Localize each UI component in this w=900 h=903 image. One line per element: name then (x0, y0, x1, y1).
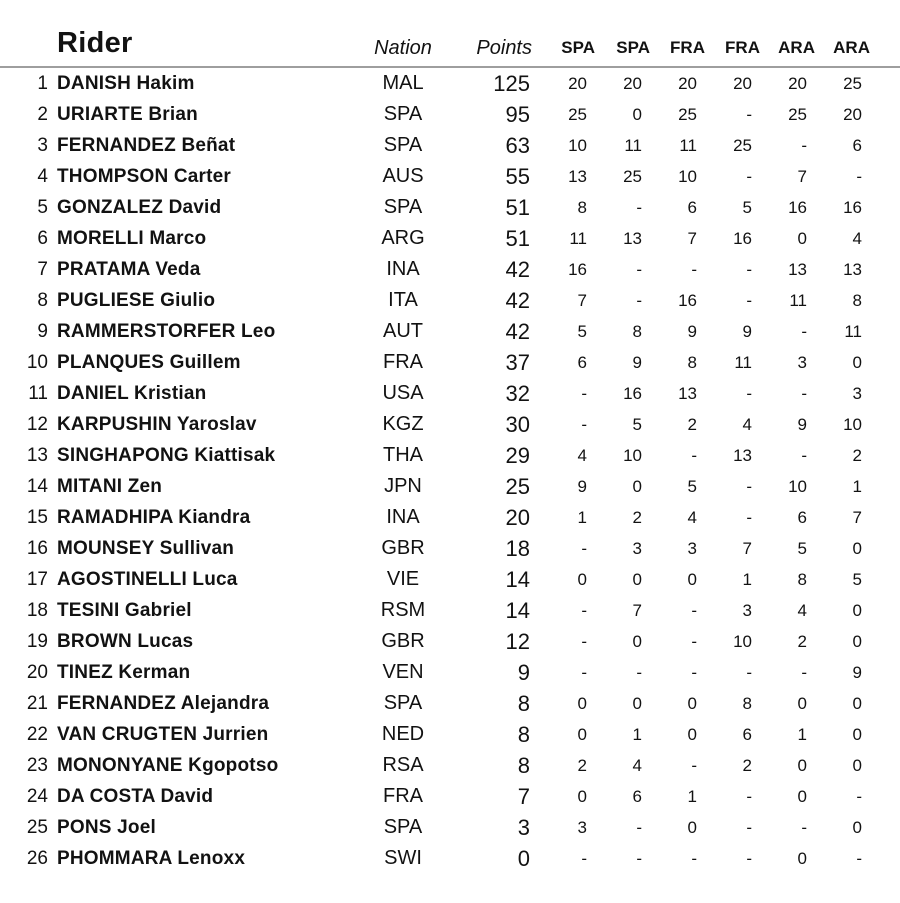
race-score: - (746, 383, 752, 403)
table-row (0, 471, 900, 502)
rider-name: MOUNSEY Sullivan (57, 537, 235, 559)
race-score: 8 (852, 290, 862, 310)
table-row (0, 564, 900, 595)
nation-code: ITA (388, 289, 418, 311)
nation-code: GBR (381, 630, 425, 652)
position-number: 24 (26, 785, 48, 807)
race-score: - (746, 848, 752, 868)
race-score: 20 (623, 73, 642, 93)
race-score: 3 (687, 538, 697, 558)
position-number: 5 (37, 196, 48, 218)
race-score: 4 (687, 507, 697, 527)
position-number: 18 (26, 599, 48, 621)
race-score: - (691, 662, 697, 682)
nation-code: KGZ (382, 413, 424, 435)
nation-code: FRA (383, 351, 423, 373)
race-score: - (581, 538, 587, 558)
race-score: 5 (577, 321, 587, 341)
race-score: 5 (797, 538, 807, 558)
race-score: 0 (797, 693, 807, 713)
race-score: 1 (742, 569, 752, 589)
race-score: 4 (852, 228, 862, 248)
race-score: 7 (577, 290, 587, 310)
rider-name: SINGHAPONG Kiattisak (57, 444, 276, 466)
race-score: 13 (843, 259, 862, 279)
table-row (0, 657, 900, 688)
position-number: 8 (37, 289, 48, 311)
race-score: 5 (687, 476, 697, 496)
race-score: 9 (742, 321, 752, 341)
race-score: - (801, 445, 807, 465)
rider-name: MORELLI Marco (57, 227, 207, 249)
race-score: - (746, 817, 752, 837)
race-score: 6 (742, 724, 752, 744)
table-row (0, 378, 900, 409)
race-score: - (691, 600, 697, 620)
race-score: - (691, 755, 697, 775)
nation-code: SWI (384, 847, 422, 869)
points-total: 63 (505, 132, 530, 158)
points-total: 42 (505, 287, 530, 313)
position-number: 7 (37, 258, 48, 280)
race-score: 2 (632, 507, 642, 527)
race-score: 16 (678, 290, 697, 310)
race-column-header-1: SPA (561, 38, 595, 57)
race-score: 3 (632, 538, 642, 558)
position-number: 21 (26, 692, 48, 714)
race-score: - (746, 662, 752, 682)
position-number: 23 (26, 754, 48, 776)
race-score: - (691, 848, 697, 868)
table-row (0, 440, 900, 471)
race-score: - (801, 135, 807, 155)
rider-name: BROWN Lucas (57, 630, 194, 652)
race-score: 25 (733, 135, 752, 155)
rider-name: PRATAMA Veda (57, 258, 201, 280)
race-score: - (801, 383, 807, 403)
points-total: 8 (517, 690, 530, 716)
race-score: 7 (797, 166, 807, 186)
race-score: 0 (577, 693, 587, 713)
race-score: 13 (733, 445, 752, 465)
race-score: - (581, 414, 587, 434)
race-score: 7 (742, 538, 752, 558)
nation-code: VEN (382, 661, 424, 683)
nation-code: AUT (383, 320, 423, 342)
race-score: 0 (852, 600, 862, 620)
race-score: 0 (797, 755, 807, 775)
race-score: - (581, 848, 587, 868)
rider-name: AGOSTINELLI Luca (57, 568, 238, 590)
rider-name: TESINI Gabriel (57, 599, 192, 621)
rider-name: PHOMMARA Lenoxx (57, 847, 246, 869)
race-score: 0 (632, 693, 642, 713)
rider-name: DANISH Hakim (57, 72, 195, 94)
race-score: 16 (843, 197, 862, 217)
nation-column-header: Nation (374, 37, 432, 59)
race-score: - (691, 631, 697, 651)
race-score: 7 (632, 600, 642, 620)
race-score: - (746, 290, 752, 310)
points-column-header: Points (476, 37, 532, 59)
table-row (0, 533, 900, 564)
race-score: 8 (687, 352, 697, 372)
position-number: 14 (26, 475, 48, 497)
points-total: 20 (505, 504, 530, 530)
race-score: - (746, 104, 752, 124)
race-score: 0 (852, 538, 862, 558)
nation-code: SPA (383, 103, 423, 125)
table-row (0, 843, 900, 874)
race-score: 25 (843, 73, 862, 93)
race-score: 0 (687, 569, 697, 589)
position-number: 2 (37, 103, 48, 125)
table-row (0, 130, 900, 161)
race-score: - (636, 290, 642, 310)
nation-code: JPN (384, 475, 422, 497)
race-score: - (636, 662, 642, 682)
nation-code: AUS (382, 165, 424, 187)
points-total: 3 (517, 814, 530, 840)
rider-name: VAN CRUGTEN Jurrien (57, 723, 269, 745)
race-score: - (636, 848, 642, 868)
points-total: 12 (505, 628, 530, 654)
race-score: 10 (568, 135, 587, 155)
race-score: - (746, 166, 752, 186)
nation-code: SPA (383, 692, 423, 714)
position-number: 1 (37, 72, 48, 94)
position-number: 4 (37, 165, 48, 187)
rider-column-header: Rider (57, 27, 133, 59)
nation-code: NED (381, 723, 425, 745)
race-score: 9 (632, 352, 642, 372)
position-number: 17 (26, 568, 48, 590)
position-number: 13 (26, 444, 48, 466)
race-score: 0 (632, 476, 642, 496)
race-score: 3 (742, 600, 752, 620)
race-score: 5 (742, 197, 752, 217)
race-score: 2 (577, 755, 587, 775)
race-score: - (636, 817, 642, 837)
rider-name: DANIEL Kristian (57, 382, 207, 404)
race-score: 0 (632, 569, 642, 589)
rider-name: RAMMERSTORFER Leo (57, 320, 276, 342)
race-score: 2 (687, 414, 697, 434)
table-row (0, 254, 900, 285)
race-score: 0 (687, 724, 697, 744)
position-number: 6 (37, 227, 48, 249)
race-score: 6 (687, 197, 697, 217)
rider-name: FERNANDEZ Alejandra (57, 692, 270, 714)
table-row (0, 99, 900, 130)
rider-name: FERNANDEZ Beñat (57, 134, 236, 156)
nation-code: USA (382, 382, 424, 404)
points-total: 95 (505, 101, 530, 127)
nation-code: RSA (382, 754, 424, 776)
points-total: 29 (505, 442, 530, 468)
race-score: 11 (844, 321, 862, 341)
rider-name: PUGLIESE Giulio (57, 289, 216, 311)
race-score: 11 (679, 135, 697, 155)
race-score: 9 (687, 321, 697, 341)
race-score: 0 (852, 817, 862, 837)
race-score: 8 (797, 569, 807, 589)
race-score: 13 (678, 383, 697, 403)
points-total: 8 (517, 752, 530, 778)
rider-name: PONS Joel (57, 816, 156, 838)
rider-name: MITANI Zen (57, 475, 163, 497)
race-score: 13 (568, 166, 587, 186)
race-score: 0 (687, 693, 697, 713)
race-score: - (856, 166, 862, 186)
position-number: 3 (37, 134, 48, 156)
table-row (0, 812, 900, 843)
table-row (0, 409, 900, 440)
race-score: 0 (577, 724, 587, 744)
race-score: 20 (678, 73, 697, 93)
rider-name: KARPUSHIN Yaroslav (57, 413, 257, 435)
table-row (0, 285, 900, 316)
position-number: 12 (26, 413, 48, 435)
race-score: 0 (577, 786, 587, 806)
race-column-header-3: FRA (670, 38, 705, 57)
points-total: 37 (505, 349, 530, 375)
points-total: 32 (505, 380, 530, 406)
race-score: 2 (852, 445, 862, 465)
race-score: 10 (788, 476, 807, 496)
race-score: 8 (632, 321, 642, 341)
table-row (0, 595, 900, 626)
nation-code: MAL (382, 72, 424, 94)
points-total: 42 (505, 318, 530, 344)
race-score: 0 (852, 724, 862, 744)
race-score: 1 (577, 507, 587, 527)
table-row (0, 719, 900, 750)
race-score: 1 (687, 786, 697, 806)
race-score: 16 (623, 383, 642, 403)
race-score: - (636, 259, 642, 279)
race-score: - (581, 600, 587, 620)
race-score: 1 (852, 476, 862, 496)
position-number: 16 (26, 537, 48, 559)
race-score: - (801, 321, 807, 341)
race-score: - (581, 662, 587, 682)
race-score: 16 (733, 228, 752, 248)
standings-header-row (0, 10, 900, 66)
race-score: 16 (568, 259, 587, 279)
points-total: 0 (517, 845, 530, 871)
rider-name: THOMPSON Carter (57, 165, 232, 187)
position-number: 9 (37, 320, 48, 342)
race-score: 10 (678, 166, 697, 186)
race-score: - (636, 197, 642, 217)
table-row (0, 688, 900, 719)
race-score: - (691, 445, 697, 465)
race-score: - (746, 786, 752, 806)
position-number: 22 (26, 723, 48, 745)
table-row (0, 502, 900, 533)
rider-name: DA COSTA David (57, 785, 214, 807)
race-score: 8 (577, 197, 587, 217)
position-number: 15 (26, 506, 48, 528)
race-score: 20 (568, 73, 587, 93)
nation-code: SPA (383, 196, 423, 218)
race-score: 11 (624, 135, 642, 155)
race-score: 13 (788, 259, 807, 279)
points-total: 30 (505, 411, 530, 437)
race-score: 7 (852, 507, 862, 527)
race-column-header-6: ARA (833, 38, 870, 57)
race-score: 0 (797, 848, 807, 868)
nation-code: THA (383, 444, 423, 466)
race-score: 6 (852, 135, 862, 155)
race-score: 9 (797, 414, 807, 434)
race-score: 4 (632, 755, 642, 775)
race-score: 0 (852, 352, 862, 372)
points-total: 125 (493, 70, 530, 96)
race-score: 25 (788, 104, 807, 124)
race-score: 8 (742, 693, 752, 713)
race-score: 5 (632, 414, 642, 434)
race-score: 13 (623, 228, 642, 248)
race-score: 11 (569, 228, 587, 248)
race-score: 20 (788, 73, 807, 93)
race-score: 1 (797, 724, 807, 744)
rider-name: TINEZ Kerman (57, 661, 191, 683)
race-score: 5 (852, 569, 862, 589)
race-score: - (801, 662, 807, 682)
rider-name: MONONYANE Kgopotso (57, 754, 279, 776)
race-score: 10 (623, 445, 642, 465)
race-score: 0 (797, 228, 807, 248)
race-column-header-4: FRA (725, 38, 760, 57)
rider-name: GONZALEZ David (57, 196, 222, 218)
rider-name: PLANQUES Guillem (57, 351, 241, 373)
nation-code: RSM (380, 599, 426, 621)
race-score: - (746, 476, 752, 496)
race-score: 2 (742, 755, 752, 775)
race-score: 4 (797, 600, 807, 620)
race-score: 16 (788, 197, 807, 217)
nation-code: INA (386, 258, 420, 280)
table-row (0, 626, 900, 657)
race-score: 25 (623, 166, 642, 186)
race-score: 1 (632, 724, 642, 744)
race-score: 25 (678, 104, 697, 124)
race-score: 7 (687, 228, 697, 248)
nation-code: SPA (383, 134, 423, 156)
race-score: 11 (734, 352, 752, 372)
table-row (0, 223, 900, 254)
table-row (0, 192, 900, 223)
nation-code: VIE (386, 568, 420, 590)
points-total: 42 (505, 256, 530, 282)
race-score: - (856, 786, 862, 806)
race-score: 6 (577, 352, 587, 372)
race-score: 0 (632, 104, 642, 124)
race-score: 4 (577, 445, 587, 465)
race-score: - (746, 507, 752, 527)
standings-body (0, 68, 900, 874)
race-score: 25 (568, 104, 587, 124)
race-score: 0 (577, 569, 587, 589)
race-score: - (746, 259, 752, 279)
race-score: 20 (733, 73, 752, 93)
race-score: - (856, 848, 862, 868)
race-score: 6 (632, 786, 642, 806)
rider-name: URIARTE Brian (57, 103, 198, 125)
position-number: 11 (28, 382, 48, 404)
nation-code: FRA (383, 785, 423, 807)
race-score: 10 (843, 414, 862, 434)
table-row (0, 68, 900, 99)
points-total: 8 (517, 721, 530, 747)
race-score: 20 (843, 104, 862, 124)
nation-code: GBR (381, 537, 425, 559)
race-score: 11 (789, 290, 807, 310)
race-score: 0 (632, 631, 642, 651)
race-score: 0 (852, 631, 862, 651)
race-score: 10 (733, 631, 752, 651)
position-number: 20 (26, 661, 48, 683)
points-total: 7 (517, 783, 530, 809)
points-total: 18 (505, 535, 530, 561)
race-score: - (801, 817, 807, 837)
points-total: 9 (517, 659, 530, 685)
race-score: 9 (852, 662, 862, 682)
race-score: 3 (577, 817, 587, 837)
race-score: 4 (742, 414, 752, 434)
position-number: 26 (26, 847, 48, 869)
race-score: 2 (797, 631, 807, 651)
points-total: 14 (505, 566, 530, 592)
race-column-header-2: SPA (616, 38, 650, 57)
race-score: 0 (687, 817, 697, 837)
rider-name: RAMADHIPA Kiandra (57, 506, 251, 528)
table-row (0, 161, 900, 192)
nation-code: ARG (381, 227, 425, 249)
position-number: 10 (26, 351, 48, 373)
race-score: 9 (577, 476, 587, 496)
points-total: 25 (505, 473, 530, 499)
points-total: 51 (505, 194, 530, 220)
race-score: 0 (852, 693, 862, 713)
position-number: 25 (26, 816, 48, 838)
race-column-header-5: ARA (778, 38, 815, 57)
table-row (0, 750, 900, 781)
nation-code: SPA (383, 816, 423, 838)
table-row (0, 347, 900, 378)
points-total: 55 (505, 163, 530, 189)
position-number: 19 (26, 630, 48, 652)
nation-code: INA (386, 506, 420, 528)
race-score: 0 (852, 755, 862, 775)
race-score: - (691, 259, 697, 279)
race-score: 0 (797, 786, 807, 806)
race-score: 3 (797, 352, 807, 372)
table-row (0, 781, 900, 812)
race-score: 3 (852, 383, 862, 403)
race-score: - (581, 383, 587, 403)
table-row (0, 316, 900, 347)
points-total: 14 (505, 597, 530, 623)
race-score: 6 (797, 507, 807, 527)
race-score: - (581, 631, 587, 651)
points-total: 51 (505, 225, 530, 251)
